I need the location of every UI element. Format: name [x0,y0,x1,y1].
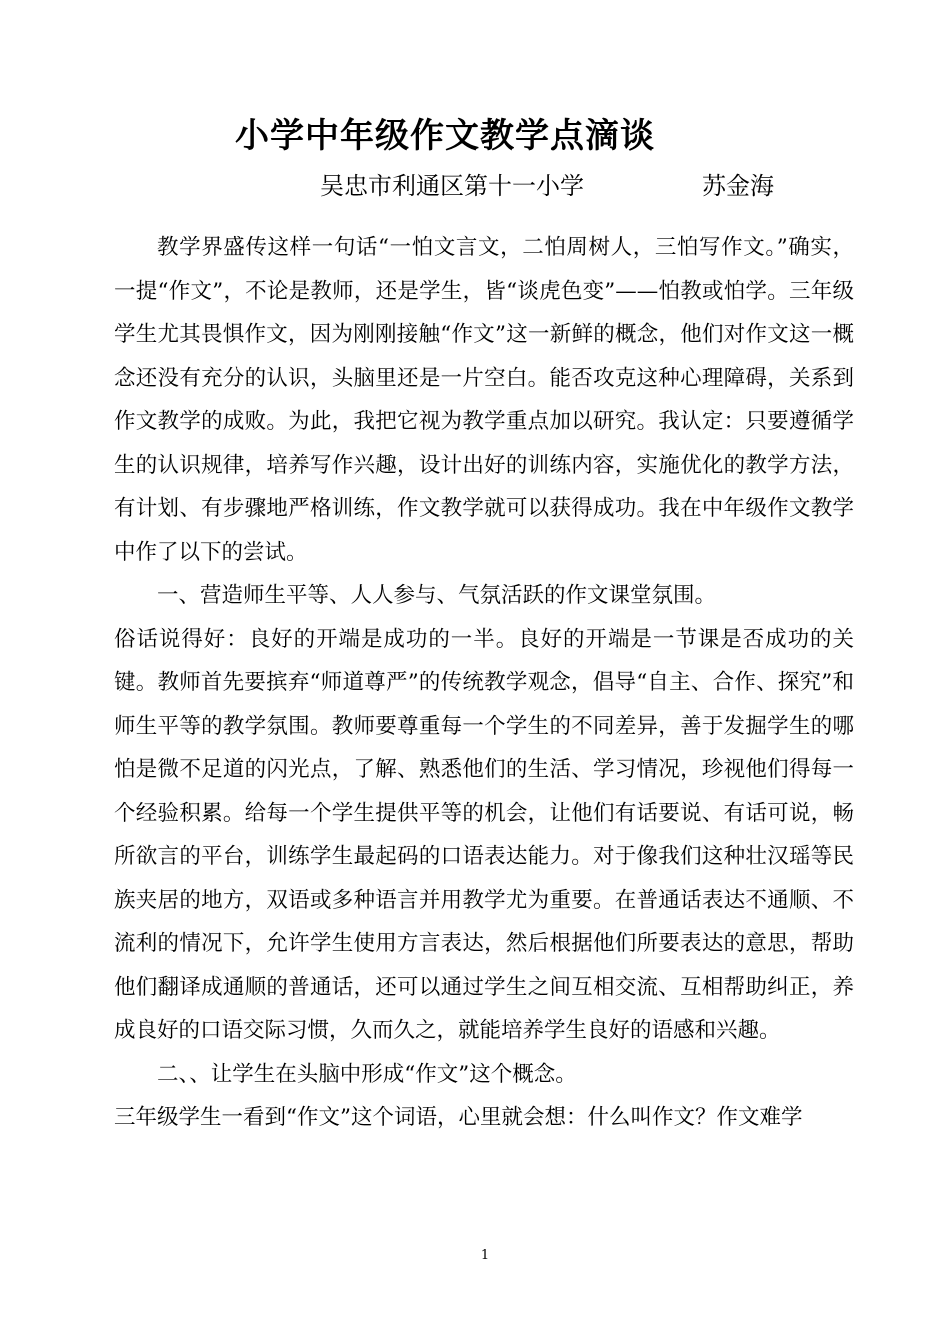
author-byline [320,168,774,204]
section-heading-2: 二、、让学生在头脑中形成“作文”这个概念。 [157,1061,577,1087]
document-body [114,226,854,1140]
document-title: 小学中年级作文教学点滴谈 [235,116,655,156]
paragraph-section-2: 三年级学生一看到“作文”这个词语，心里就会想：什么叫作文？作文难学 [114,1105,803,1130]
author-name: 苏金海 [702,172,774,200]
paragraph-intro: 教学界盛传这样一句话“一怕文言文，二怕周树人，三怕写作文。”确实，一提“作文”，不论是教师，还是学生，皆“谈虎色变”——怕教或怕学。三年级学生尤其畏惧作文，因为刚刚接触“作文”这一新鲜的概念，他们对作文这一概念还没有充分的认识，头脑里还是一片空白。能否攻克这种心理障碍，关系到作文教学的成败。为此，我把它视为教学重点加以研究。我认定：只要遵循学生的认识规律，培养写作兴趣，设计出好的训练内容，实施优化的教学方法，有计划、有步骤地严格训练，作文教学就可以获得成功。我在中年级作文教学中作了以下的尝试。 [114,235,854,565]
paragraph-section-1: 俗话说得好：良好的开端是成功的一半。良好的开端是一节课是否成功的关键。教师首先要摈弃“师道尊严”的传统教学观念，倡导“自主、合作、探究”和师生平等的教学氛围。教师要尊重每一个学生的不同差异，善于发掘学生的哪怕是微不足道的闪光点，了解、熟悉他们的生活、学习情况，珍视他们得每一个经验积累。给每一个学生提供平等的机会，让他们有话要说、有话可说，畅所欲言的平台，训练学生最起码的口语表达能力。对于像我们这种壮汉瑶等民族夹居的地方，双语或多种语言并用教学尤为重要。在普通话表达不通顺、不流利的情况下，允许学生使用方言表达，然后根据他们所要表达的意思，帮助他们翻译成通顺的普通话，还可以通过学生之间互相交流、互相帮助纠正，养成良好的口语交际习惯，久而久之，就能培养学生良好的语感和兴趣。 [114,626,854,1043]
author-school: 吴忠市利通区第十一小学 [320,172,584,200]
page-number: 1 [480,1248,490,1263]
section-heading-1: 一、营造师生平等、人人参与、气氛活跃的作文课堂氛围。 [157,583,717,608]
